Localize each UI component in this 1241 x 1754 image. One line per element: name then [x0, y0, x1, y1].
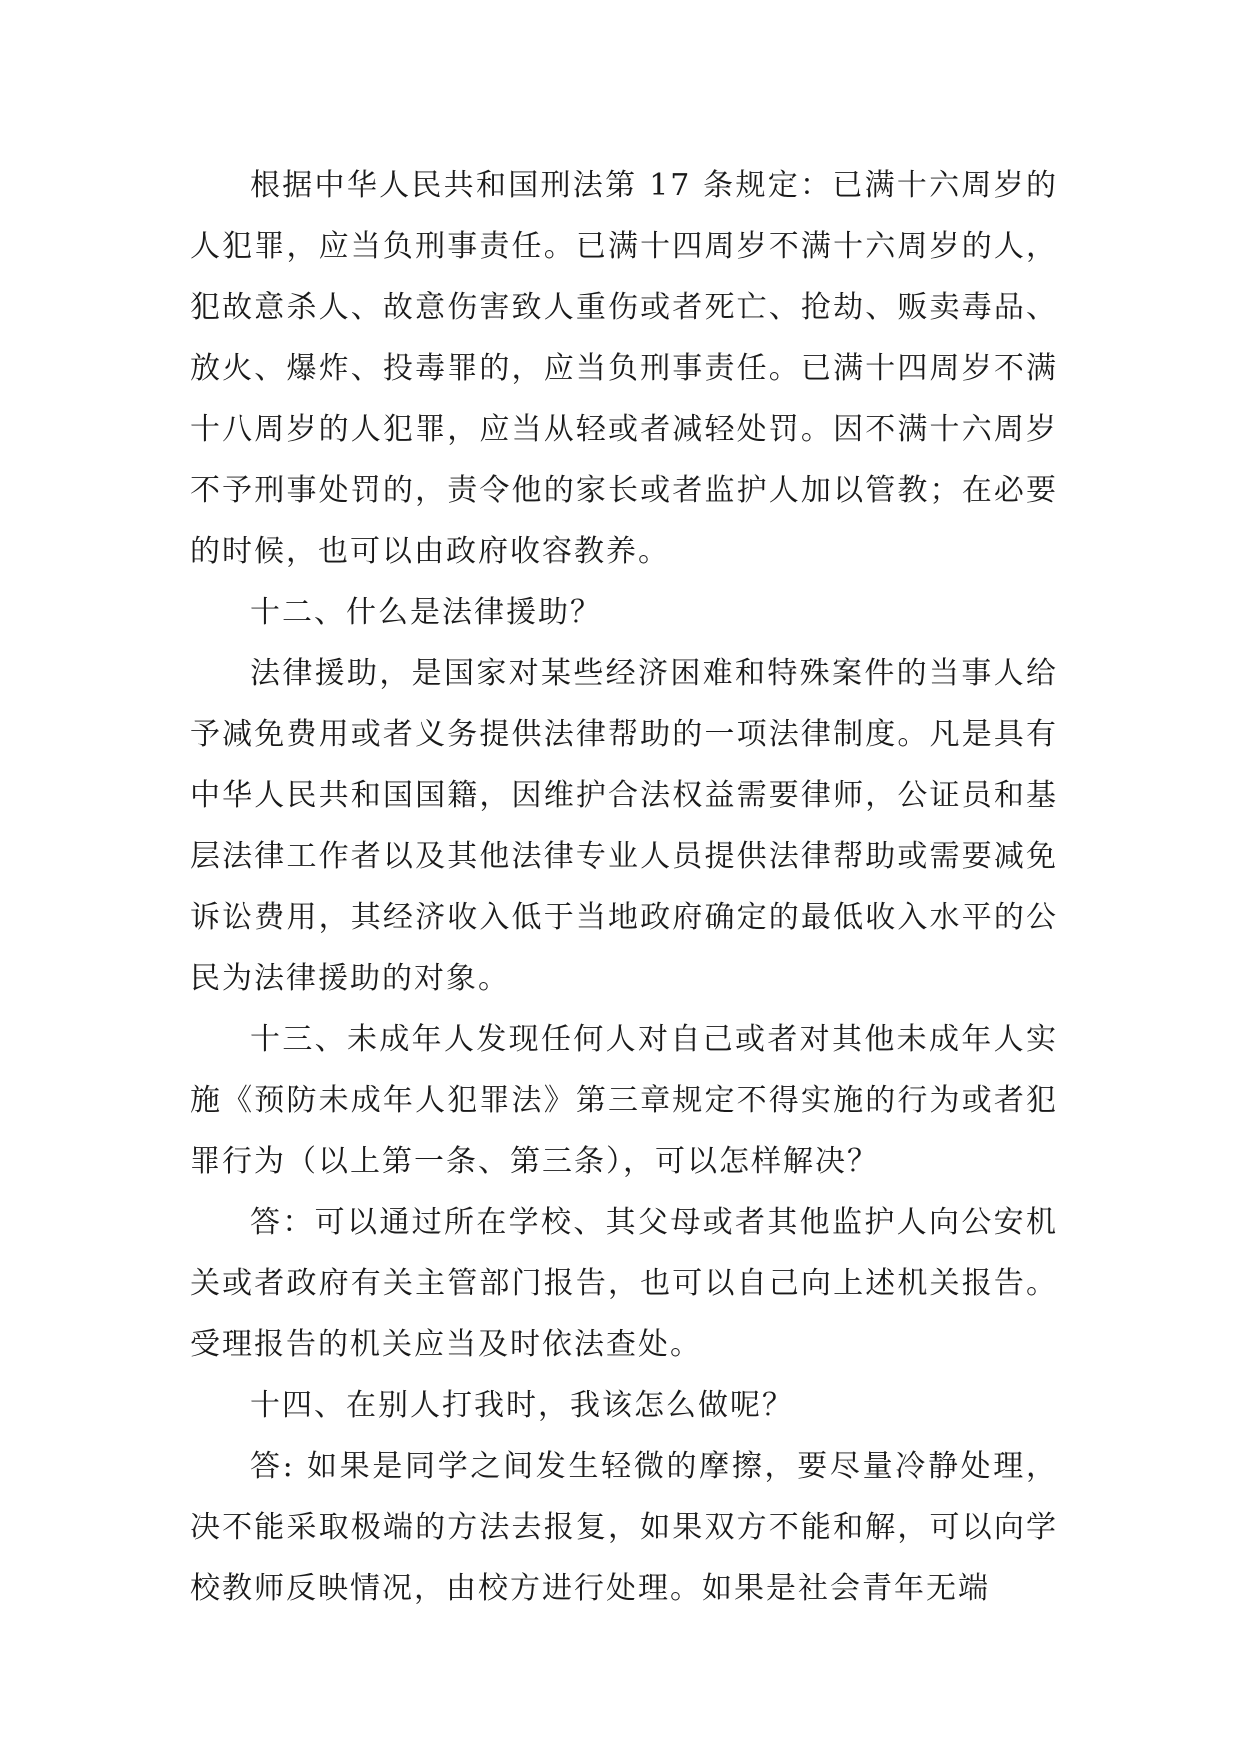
heading-question-14: 十四、在别人打我时，我该怎么做呢？ [250, 1388, 794, 1423]
paragraph-criminal-responsibility-age: 根据中华人民共和国刑法第 17 条规定：已满十六周岁的人犯罪，应当负刑事责任。已满十四周岁不满十六周岁的人，犯故意杀人、故意伤害致人重伤或者死亡、抢劫、贩卖毒品、放火、爆炸、投毒罪的，应当负刑事责任。已满十四周岁不满十八周岁的人犯罪，应当从轻或者减轻处罚。因不满十六周岁不予刑事处罚的，责令他的家长或者监护人加以管教；在必要的时候，也可以由政府收容教养。 [190, 168, 1058, 569]
paragraph-question-14-answer: 答: 如果是同学之间发生轻微的摩擦，要尽量冷静处理，决不能采取极端的方法去报复，如果双方不能和解，可以向学校教师反映情况，由校方进行处理。如果是社会青年无端 [190, 1449, 1058, 1606]
paragraph-question-13-answer: 答：可以通过所在学校、其父母或者其他监护人向公安机关或者政府有关主管部门报告，也可以自己向上述机关报告。受理报告的机关应当及时依法查处。 [190, 1205, 1058, 1362]
heading-question-12: 十二、什么是法律援助？ [250, 595, 602, 630]
paragraph-legal-aid-answer: 法律援助，是国家对某些经济困难和特殊案件的当事人给予减免费用或者义务提供法律帮助的一项法律制度。凡是具有中华人民共和国国籍，因维护合法权益需要律师，公证员和基层法律工作者以及其他法律专业人员提供法律帮助或需要减免诉讼费用，其经济收入低于当地政府确定的最低收入水平的公民为法律援助的对象。 [190, 656, 1058, 996]
document-body [190, 155, 1058, 1619]
heading-question-13: 十三、未成年人发现任何人对自己或者对其他未成年人实施《预防未成年人犯罪法》第三章规定不得实施的行为或者犯罪行为（以上第一条、第三条），可以怎样解决？ [190, 1022, 1058, 1179]
